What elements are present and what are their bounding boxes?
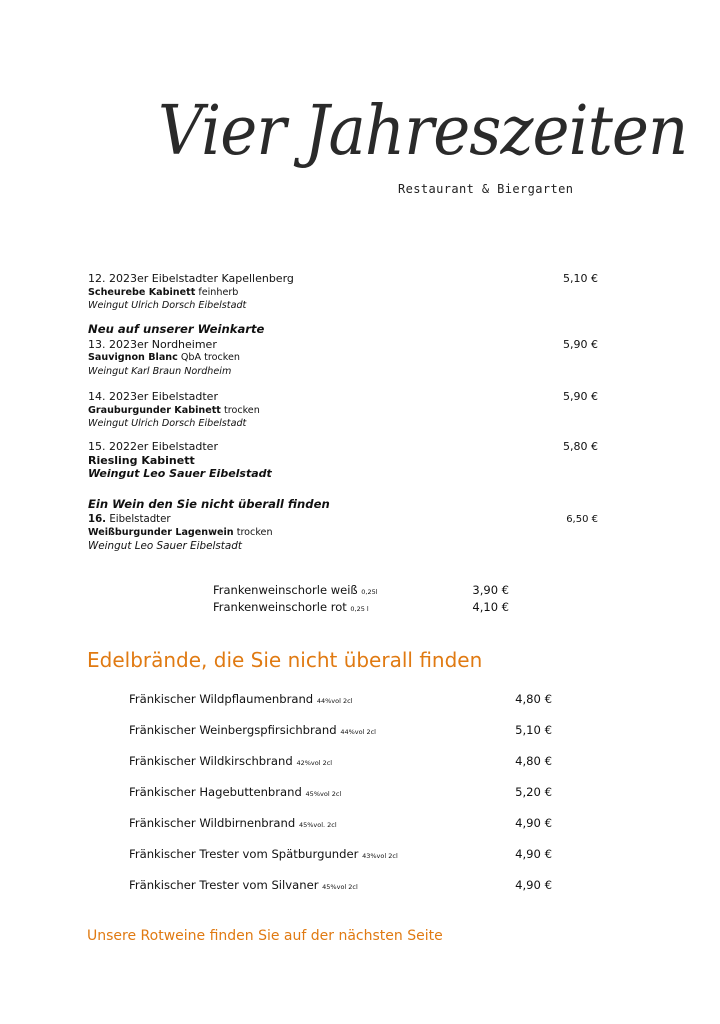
wine-number: 14.: [88, 390, 106, 403]
brand-price: 4,90 €: [515, 847, 552, 861]
schorle-name-cell: [213, 600, 469, 617]
brand-price: 5,10 €: [515, 723, 552, 737]
wine-taste: feinherb: [198, 286, 239, 298]
brand-name-cell: [129, 785, 341, 799]
brand-info: 42%vol 2cl: [296, 759, 333, 767]
logo-script-text: Vier Jahreszeiten: [158, 92, 688, 171]
schorle-item: [213, 600, 509, 617]
brand-info: 43%vol 2cl: [362, 852, 398, 860]
wine-variety: Riesling Kabinett: [88, 453, 195, 467]
brand-name-cell: [129, 847, 398, 861]
wine-title: [88, 338, 217, 352]
brand-info: 45%vol 2cl: [305, 790, 342, 798]
wine-name: 2023er Eibelstadter: [109, 390, 218, 403]
brand-item: [129, 754, 552, 768]
wine-name: 2023er Eibelstadter Kapellenberg: [109, 272, 294, 285]
restaurant-logo: [150, 58, 688, 208]
wine-title: [88, 272, 294, 286]
schorle-name: Frankenweinschorle weiß: [213, 583, 358, 597]
wine-variety-line: [88, 404, 598, 418]
wine-price: 5,90 €: [563, 337, 598, 351]
brand-name-cell: [129, 723, 376, 737]
schorle-name-cell: [213, 583, 469, 600]
brand-name: Fränkischer Wildkirschbrand: [129, 754, 293, 768]
wine-title: [88, 390, 218, 404]
brand-name-cell: [129, 816, 337, 830]
wine-price: 5,80 €: [563, 440, 598, 453]
wine-variety-line: [88, 286, 598, 300]
brand-name-cell: [129, 878, 358, 892]
brand-item: [129, 878, 552, 892]
brand-price: 4,80 €: [515, 692, 552, 706]
footer-note: Unsere Rotweine finden Sie auf der nächsten Seite: [87, 928, 443, 944]
brand-item: [129, 816, 552, 830]
wine-number: 12.: [88, 272, 106, 285]
brand-price: 5,20 €: [515, 785, 552, 799]
wine-winery: Weingut Karl Braun Nordheim: [88, 365, 232, 377]
logo-subtitle: Restaurant & Biergarten: [398, 182, 574, 196]
brand-name-cell: [129, 692, 353, 706]
schorle-price: 3,90 €: [472, 583, 509, 597]
section-title-edelbraende: Edelbrände, die Sie nicht überall finden: [87, 648, 483, 672]
brand-item: [129, 692, 552, 706]
schorle-item: [213, 583, 509, 600]
brand-info: 44%vol 2cl: [340, 728, 376, 736]
wine-number: 13.: [88, 337, 106, 351]
brand-item: [129, 723, 552, 737]
wine-number: 15.: [88, 440, 106, 453]
brand-price: 4,90 €: [515, 816, 552, 830]
wine-section-heading: Neu auf unserer Weinkarte: [88, 322, 265, 336]
brand-info: 44%vol 2cl: [316, 697, 353, 705]
wine-name: 2022er Eibelstadter: [109, 440, 218, 453]
brand-price: 4,80 €: [515, 754, 552, 768]
brand-name: Fränkischer Hagebuttenbrand: [129, 785, 302, 799]
wine-price: 5,10 €: [563, 272, 598, 285]
wine-winery: Weingut Ulrich Dorsch Eibelstadt: [88, 418, 247, 429]
wine-item-15: [88, 440, 598, 481]
wine-item-12: [88, 272, 598, 313]
wine-variety-line: [88, 526, 598, 540]
wine-taste: trocken: [223, 404, 260, 416]
wine-variety: Weißburgunder Lagenwein: [88, 527, 234, 538]
schorle-size: 0,25 l: [350, 605, 369, 613]
brand-item: [129, 785, 552, 799]
edelbraende-list: [129, 692, 552, 902]
brand-name: Fränkischer Wildpflaumenbrand: [129, 692, 314, 706]
wine-title: [88, 440, 218, 454]
wine-name: 2023er Nordheimer: [109, 337, 217, 351]
wine-title: [88, 513, 171, 527]
brand-name-cell: [129, 754, 332, 768]
wine-name: Eibelstadter: [109, 513, 171, 525]
wine-taste: QbA trocken: [180, 352, 240, 363]
schorle-list: [213, 583, 509, 617]
wine-section-heading: Ein Wein den Sie nicht überall finden: [88, 497, 330, 511]
wine-item-16: [88, 498, 598, 553]
wine-variety: Grauburgunder Kabinett: [88, 404, 221, 416]
brand-name: Fränkischer Trester vom Silvaner: [129, 878, 319, 892]
schorle-price: 4,10 €: [472, 600, 509, 614]
wine-variety: Sauvignon Blanc: [88, 352, 178, 363]
brand-name: Fränkischer Trester vom Spätburgunder: [129, 847, 359, 861]
wine-item-14: [88, 390, 598, 431]
schorle-name: Frankenweinschorle rot: [213, 600, 347, 614]
wine-winery: Weingut Ulrich Dorsch Eibelstadt: [88, 300, 247, 311]
brand-item: [129, 847, 552, 861]
wine-price: 6,50 €: [566, 513, 598, 525]
brand-info: 45%vol 2cl: [322, 883, 358, 891]
brand-info: 45%vol. 2cl: [298, 821, 337, 829]
wine-taste: trocken: [236, 527, 273, 538]
wine-item-13: [88, 323, 598, 378]
wine-winery: Weingut Leo Sauer Eibelstadt: [88, 539, 242, 552]
brand-name: Fränkischer Weinbergspfirsichbrand: [129, 723, 337, 737]
wine-price: 5,90 €: [563, 390, 598, 403]
wine-number: 16.: [88, 513, 107, 525]
brand-price: 4,90 €: [515, 878, 552, 892]
schorle-size: 0,25l: [361, 588, 378, 596]
wine-winery: Weingut Leo Sauer Eibelstadt: [88, 467, 272, 480]
wine-variety: Scheurebe Kabinett: [88, 286, 196, 298]
brand-name: Fränkischer Wildbirnenbrand: [129, 816, 296, 830]
wine-variety-line: [88, 351, 598, 365]
